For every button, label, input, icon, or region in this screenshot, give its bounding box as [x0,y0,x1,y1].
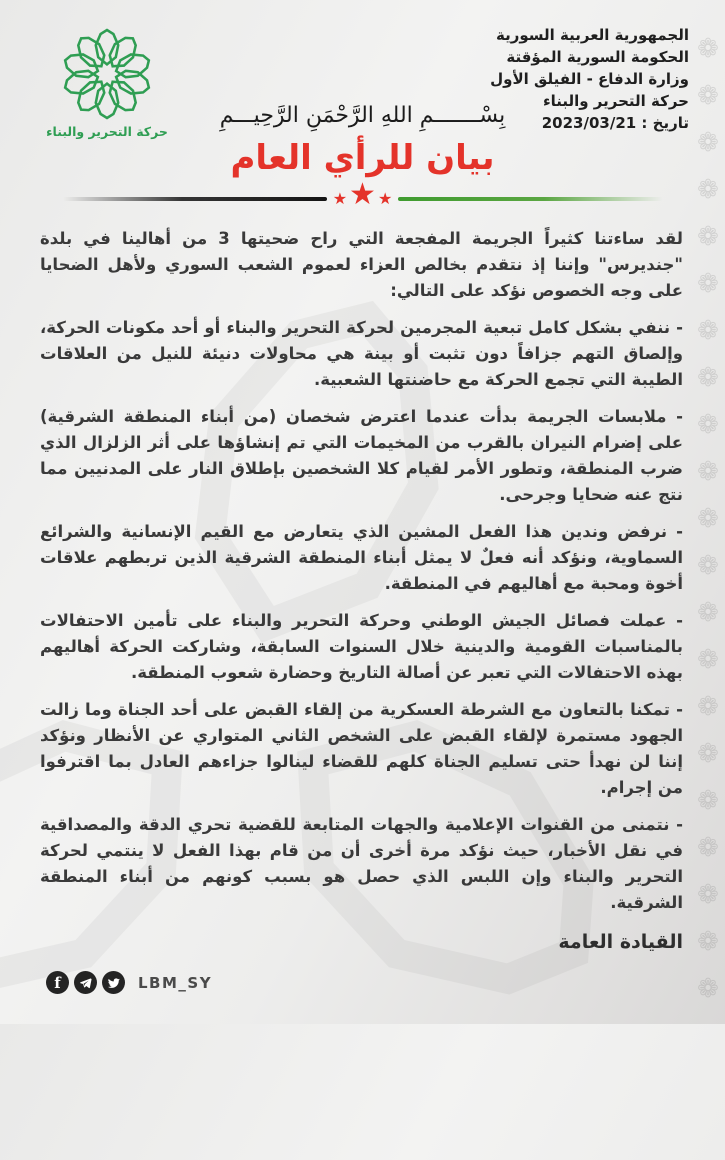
rosette-logo-icon [59,26,155,122]
telegram-icon [74,971,97,994]
logo-caption: حركة التحرير والبناء [46,124,168,139]
bismillah-calligraphy: بِسْـــــــمِ اللهِ الرَّحْمَنِ الرَّحِيـــمِ [219,103,506,128]
flag-divider [63,177,663,212]
paragraph-intro: لقد ساءتنا كثيراً الجريمة المفجعة التي راح ضحيتها 3 من أهالينا في بلدة "جنديرس" وإننا إذ نتقدم بخالص العزاء لعموم الشعب السوري ولأهل الضحايا على وجه الخصوص نؤكد على التالي: [40,229,683,300]
paragraph-bullet-3: - نرفض وندين هذا الفعل المشين الذي يتعارض مع القيم الإنسانية والشرائع السماوية، ونؤكد أنه فعلٌ لا يمثل أبناء المنطقة الشرقية الذين تربطهم علاقات أخوة ومحبة مع أهاليهم في المنطقة. [40,522,683,593]
paragraph-bullet-4: - عملت فصائل الجيش الوطني وحركة التحرير والبناء على تأمين الاحتفالات بالمناسبات القومية والدينية خلال السنوات السابقة، وشاركت الحركة أهاليهم بهذه الاحتفالات التي تعبر عن أصالة التاريخ وحضارة شعوب المنطقة. [40,611,683,682]
social-handle: LBM_SY [138,973,213,992]
paragraph-bullet-6: - نتمنى من القنوات الإعلامية والجهات المتابعة للقضية تحري الدقة والمصداقية في نقل الأخبار، حيث نؤكد مرة أخرى أن من قام بهذا الفعل لا ينتمي لحركة التحرير والبناء وإن اللبس الذي حصل هو بسبب كونهم من أبناء المنطقة الشرقية. [40,815,683,912]
facebook-icon: f [46,971,69,994]
header-line-country: الجمهورية العربية السورية [496,26,689,44]
divider-black-line [63,197,327,201]
header-line-ministry: وزارة الدفاع - الفيلق الأول [490,70,689,88]
organization-logo [42,26,172,139]
header-line-movement: حركة التحرير والبناء [542,92,689,110]
paragraph-bullet-1: - ننفي بشكل كامل تبعية المجرمين لحركة التحرير والبناء أو أحد مكونات الحركة، وإلصاق التهم جزافاً دون تثبت أو بينة هي محاولات دنيئة للنيل من العلاقات الطيبة التي تجمع الحركة مع حاضنتها الشعبية. [40,318,683,389]
page-title: بيان للرأي العام [230,138,495,178]
statement-body [0,210,725,916]
divider-green-line [398,197,662,201]
header-line-date: تاريخ : 2023/03/21 [541,114,689,132]
paragraph-bullet-5: - تمكنا بالتعاون مع الشرطة العسكرية من إلقاء القبض على أحد الجناة وما زالت الجهود مستمرة لإلقاء القبض على الشخص الثاني المتواري عن الأنظار ونؤكد إننا لن نهدأ حتى تسليم الجناة كلهم للقضاء لينالوا جزاءهم العادل بما اقترفوا من إجرام. [40,700,683,797]
twitter-icon [102,971,125,994]
footer-social-row [46,971,212,994]
signature-general-command: القيادة العامة [558,931,683,953]
paragraph-bullet-2: - ملابسات الجريمة بدأت عندما اعترض شخصان (من أبناء المنطقة الشرقية) على إضرام النيران بالقرب من المخيمات التي تم إنشاؤها على أثر الزلزال الذي ضرب المنطقة، وتطور الأمر لقيام كلا الشخصين بإطلاق النار على المدنيين مما نتج عنه ضحايا وجرحى. [40,407,683,504]
header-text-block [490,24,689,134]
three-stars-icon: ★ ★ ★ [332,177,393,212]
header-line-government: الحكومة السورية المؤقتة [506,48,689,66]
rosette-watermark-column: ❁ ❁ ❁ ❁ ❁ ❁ ❁ ❁ ❁ ❁ ❁ ❁ ❁ ❁ ❁ ❁ ❁ ❁ ❁ ❁ ❁ [697,34,719,1004]
